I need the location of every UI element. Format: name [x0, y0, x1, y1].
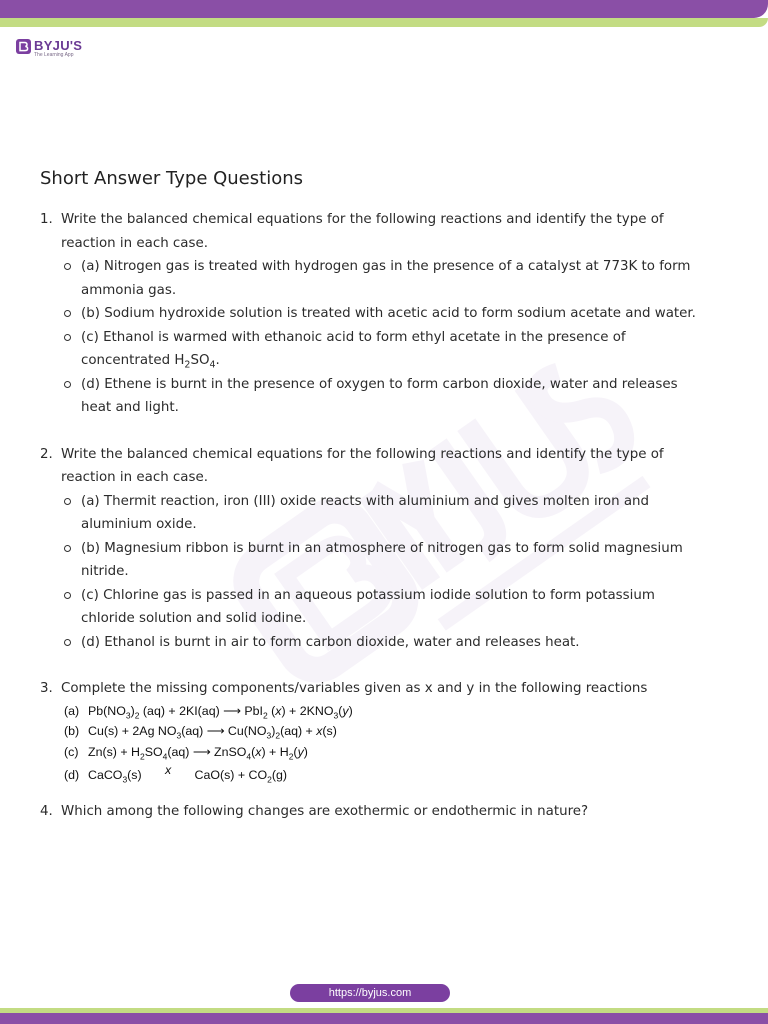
question-number: 2.: [40, 446, 53, 462]
subpart-text: (a) Thermit reaction, iron (III) oxide reacts with aluminium and gives molten iron and aluminium oxide.: [81, 493, 650, 532]
question-text: Write the balanced chemical equations for the following reactions and identify the type of reaction in each case.: [61, 446, 664, 485]
subpart-text: (d) Ethanol is burnt in air to form carbon dioxide, water and releases heat.: [81, 634, 580, 650]
question-text: Complete the missing components/variables given as x and y in the following reactions: [61, 681, 648, 696]
top-decorative-bar: [0, 0, 768, 28]
equation-text: Cu(s) + 2Ag $NO_3(aq)$ ⟶ $Cu(NO_3)_2(aq) + x(s)$: [88, 724, 337, 741]
equation-row: [64, 701, 705, 722]
subpart-text: (d) Ethene is burnt in the presence of oxygen to form carbon dioxide, water and releases heat and light.: [81, 376, 678, 415]
subpart-text: (c) Ethanol is warmed with ethanoic acid to form ethyl acetate in the presence of concentrated $H_2SO_4$.: [81, 329, 626, 371]
brand-name: BYJU'S: [34, 38, 83, 53]
question-text: Which among the following changes are exothermic or endothermic in nature?: [61, 804, 589, 819]
section-heading: Short Answer Type Questions: [40, 168, 303, 189]
circle-bullet-icon: [61, 631, 81, 655]
circle-bullet-icon: [61, 537, 81, 584]
question-number: 1.: [40, 212, 53, 227]
equation-row: [64, 762, 705, 788]
brand-tagline: The Learning App: [34, 52, 74, 58]
questions-list: [40, 208, 705, 824]
question-number: 3.: [40, 681, 53, 696]
question-2-subparts: [40, 490, 705, 655]
question-2: [40, 443, 705, 490]
list-item: [61, 302, 705, 326]
question-number: 4.: [40, 804, 53, 819]
equation-label: (a): [64, 703, 80, 718]
top-green-stripe: [0, 18, 768, 27]
equation-text: $Zn(s) + H_2SO_4(aq)$ ⟶ ZnSO$_4$(x) + $H_2(y)$: [88, 744, 308, 761]
list-item: [61, 584, 705, 631]
subpart-text: (b) Magnesium ribbon is burnt in an atmosphere of nitrogen gas to form solid magnesium nitride.: [81, 540, 683, 579]
subpart-text: (a) Nitrogen gas is treated with hydrogen gas in the presence of a catalyst at 773K to form ammonia gas.: [81, 259, 691, 298]
subpart-text: (c) Chlorine gas is passed in an aqueous potassium iodide solution to form potassium chloride solution and solid iodine.: [81, 587, 655, 626]
equation-list: [40, 701, 705, 789]
circle-bullet-icon: [61, 490, 81, 537]
list-item: [61, 631, 705, 655]
list-item: [61, 373, 705, 420]
subpart-text: (b) Sodium hydroxide solution is treated with acetic acid to form sodium acetate and water.: [81, 306, 696, 321]
list-item: [61, 255, 705, 302]
circle-bullet-icon: [61, 373, 81, 420]
bottom-purple-stripe: [0, 1013, 768, 1024]
question-1: [40, 208, 705, 255]
circle-bullet-icon: [61, 584, 81, 631]
list-item: [61, 537, 705, 584]
brand-logo: [16, 39, 82, 58]
top-purple-stripe: [0, 0, 768, 18]
byjus-logo-icon: [16, 39, 31, 54]
equation-row: [64, 721, 705, 742]
list-item: [61, 326, 705, 373]
circle-bullet-icon: [61, 302, 81, 326]
equation-row: [64, 742, 705, 763]
list-item: [61, 490, 705, 537]
circle-bullet-icon: [61, 255, 81, 302]
footer-url-link[interactable]: https://byjus.com: [290, 984, 450, 1002]
bottom-decorative-bar: [0, 1008, 768, 1024]
question-1-subparts: [40, 255, 705, 420]
question-3: [40, 677, 705, 701]
question-text: Write the balanced chemical equations for the following reactions and identify the type of reaction in each case.: [61, 212, 664, 251]
equation-text: $Pb(NO_3)_2$ (aq) + 2KI(aq) ⟶ PbI$_2$ $(x) + 2KNO_3(y)$: [88, 703, 353, 720]
equation-label: (c): [64, 744, 79, 759]
circle-bullet-icon: [61, 326, 81, 373]
equation-label: (b): [64, 724, 80, 738]
equation-text: CaCO$_3$(s) x $CaO(s) + CO_2(g)$: [88, 763, 288, 785]
question-4: [40, 800, 705, 824]
equation-label: (d): [64, 768, 80, 782]
